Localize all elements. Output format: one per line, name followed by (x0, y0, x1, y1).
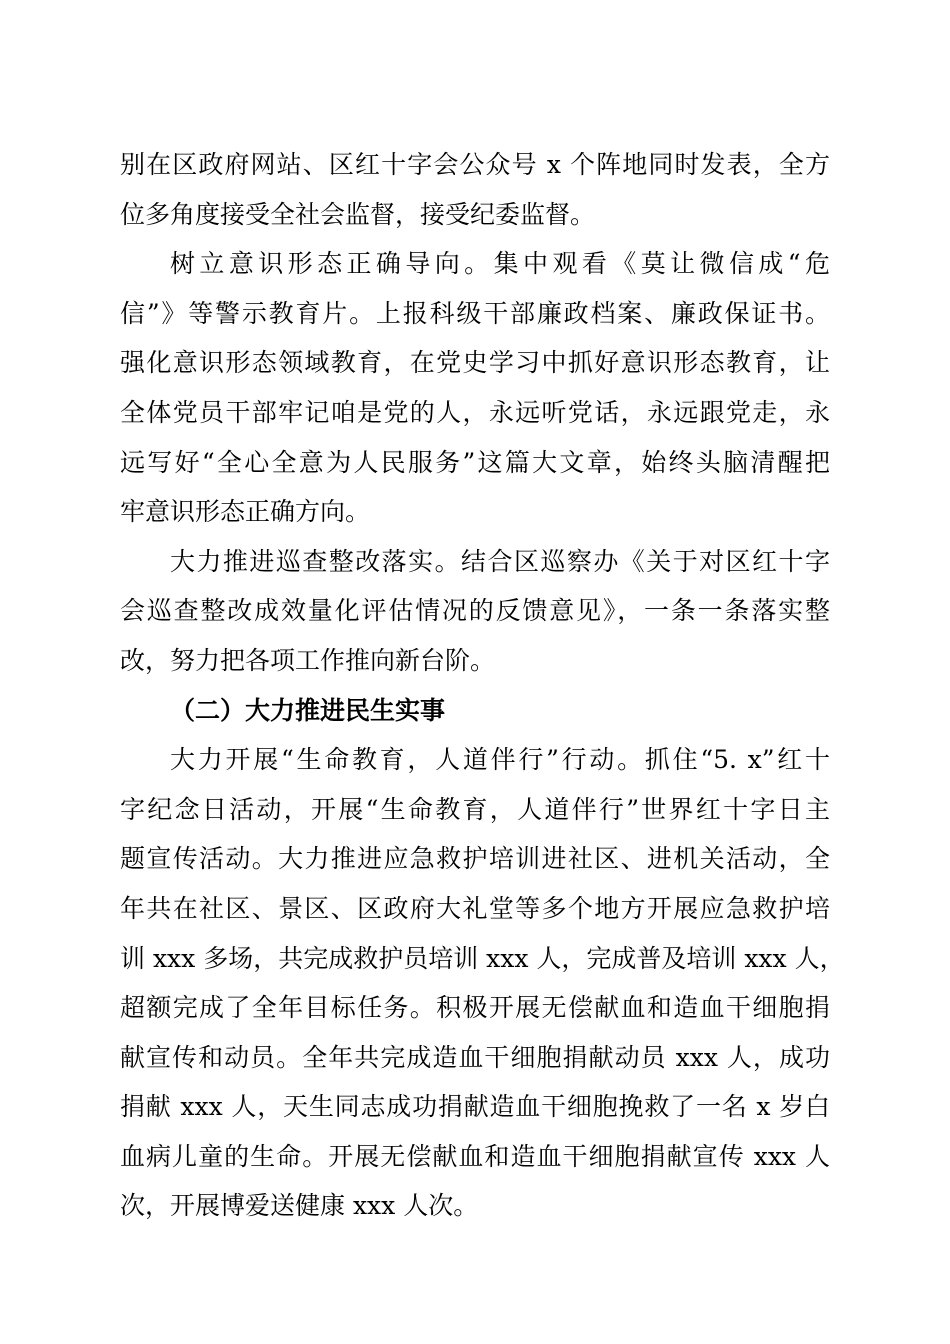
text-line: 字纪念日活动，开展“生命教育，人道伴行”世界红十字日主 (120, 794, 830, 824)
text-line: 会巡查整改成效量化评估情况的反馈意见》，一条一条落实整 (120, 596, 830, 626)
text-line: 大力开展“生命教育，人道伴行”行动。抓住“5. x”红十 (170, 745, 830, 775)
text-line: 题宣传活动。大力推进应急救护培训进社区、进机关活动，全 (120, 844, 830, 874)
text-line: 牢意识形态正确方向。 (120, 497, 371, 527)
text-line: 信”》等警示教育片。上报科级干部廉政档案、廉政保证书。 (120, 298, 830, 328)
text-line: 超额完成了全年目标任务。积极开展无偿献血和造血干细胞捐 (120, 993, 830, 1023)
text-line: 远写好“全心全意为人民服务”这篇大文章，始终头脑清醒把 (120, 447, 830, 477)
paragraph-continuation (120, 140, 830, 239)
section-heading: （二）大力推进民生实事 (170, 695, 446, 725)
text-line: 强化意识形态领域教育，在党史学习中抓好意识形态教育，让 (120, 348, 830, 378)
text-line: 全体党员干部牢记咱是党的人，永远听党话，永远跟党走，永 (120, 397, 830, 427)
document-body (120, 140, 845, 1231)
text-line: 年共在社区、景区、区政府大礼堂等多个地方开展应急救护培 (120, 893, 830, 923)
text-line: 改，努力把各项工作推向新台阶。 (120, 645, 496, 675)
paragraph-ideology (120, 239, 830, 537)
text-line: 位多角度接受全社会监督，接受纪委监督。 (120, 199, 596, 229)
text-line: 树立意识形态正确导向。集中观看《莫让微信成“危 (170, 249, 830, 279)
paragraph-rectification (120, 537, 830, 686)
text-line: 别在区政府网站、区红十字会公众号 x 个阵地同时发表，全方 (120, 150, 830, 179)
text-line: 捐献 xxx 人，天生同志成功捐献造血干细胞挽救了一名 x 岁白 (120, 1092, 830, 1122)
text-line: 献宣传和动员。全年共完成造血干细胞捐献动员 xxx 人，成功 (120, 1042, 830, 1072)
text-line: 次，开展博爱送健康 xxx 人次。 (120, 1191, 479, 1221)
paragraph-life-education (120, 735, 845, 1231)
text-line: 血病儿童的生命。开展无偿献血和造血干细胞捐献宣传 xxx 人 (120, 1141, 830, 1171)
text-line: 大力推进巡查整改落实。结合区巡察办《关于对区红十字 (170, 546, 830, 576)
text-line: 训 xxx 多场，共完成救护员培训 xxx 人，完成普及培训 xxx 人， (120, 943, 845, 973)
